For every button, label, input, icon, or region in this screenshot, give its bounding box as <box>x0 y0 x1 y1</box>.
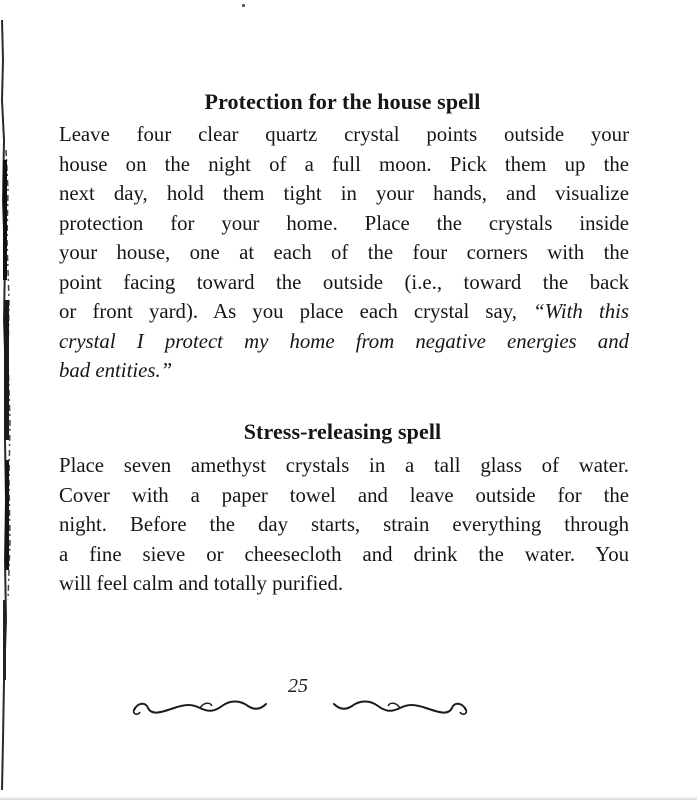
text-line-italic <box>59 356 629 386</box>
text-line: point facing toward the outside (i.e., toward the back <box>59 270 629 294</box>
text-line: Cover with a paper towel and leave outside for the <box>59 483 629 507</box>
quote-start: “With this <box>533 300 629 323</box>
text-line: a fine sieve or cheesecloth and drink the water. You <box>59 542 629 566</box>
flourish-left-icon <box>130 690 270 720</box>
page-bottom-edge <box>0 796 697 800</box>
section-title-stress: Stress-releasing spell <box>243 419 442 444</box>
text-line-with-quote <box>59 297 629 327</box>
paragraph-protection <box>59 120 629 386</box>
text-line-italic <box>59 327 629 357</box>
text-line: night. Before the day starts, strain everything through <box>59 513 629 536</box>
quote-text: crystal I protect my home from negative energies and <box>59 329 629 353</box>
text-line: next day, hold them tight in your hands, and visualize <box>59 182 629 205</box>
text-line: Place seven amethyst crystals in a tall glass of water. <box>59 454 629 477</box>
flourish-right-icon <box>330 690 470 720</box>
page-number: 25 <box>288 675 308 697</box>
page-binding-edge <box>0 0 14 800</box>
quote-end: bad entities.” <box>59 359 173 382</box>
scan-speck <box>242 4 245 7</box>
text-line: protection for your home. Place the crystals inside <box>59 211 629 235</box>
text-line: your house, one at each of the four corners with the <box>59 241 629 264</box>
text-line: will feel calm and totally purified. <box>59 572 344 595</box>
text-line: house on the night of a full moon. Pick them up the <box>59 152 629 176</box>
text-segment: or front yard). As you place each crystal say, <box>59 300 517 323</box>
section-title-protection: Protection for the house spell <box>204 89 481 114</box>
text-line: Leave four clear quartz crystal points outside your <box>59 123 629 146</box>
paragraph-stress <box>59 451 629 599</box>
